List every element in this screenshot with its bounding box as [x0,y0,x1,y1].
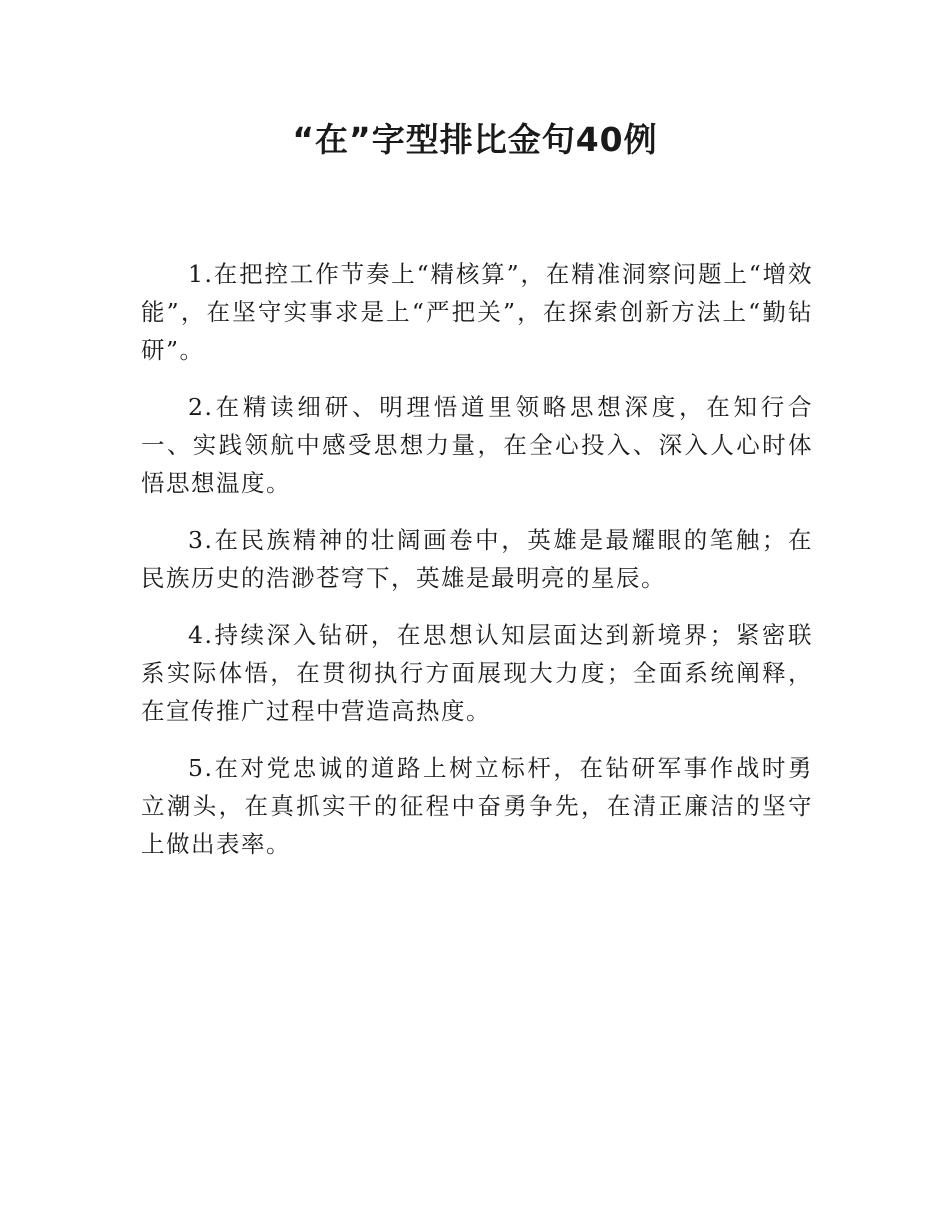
paragraph-number: 3. [188,526,214,554]
document-body [141,255,813,882]
paragraph-5 [141,749,813,863]
document-title: “在”字型排比金句40例 [292,120,658,159]
paragraph-2 [141,388,813,502]
paragraph-4 [141,616,813,730]
paragraph-number: 2. [188,393,214,421]
paragraph-text: 持续深入钻研，在思想认知层面达到新境界；紧密联系实际体悟，在贯彻执行方面展现大力度；全面系统阐释，在宣传推广过程中营造高热度。 [141,621,813,725]
paragraph-number: 4. [188,621,214,649]
paragraph-number: 1. [188,260,214,288]
paragraph-text: 在把控工作节奏上“精核算”，在精准洞察问题上“增效能”，在坚守实事求是上“严把关”，在探索创新方法上“勤钻研”。 [141,260,813,364]
paragraph-number: 5. [188,754,214,782]
paragraph-1 [141,255,813,369]
paragraph-text: 在民族精神的壮阔画卷中，英雄是最耀眼的笔触；在民族历史的浩渺苍穹下，英雄是最明亮的星辰。 [141,526,813,592]
paragraph-3 [141,521,813,597]
paragraph-text: 在对党忠诚的道路上树立标杆，在钻研军事作战时勇立潮头，在真抓实干的征程中奋勇争先，在清正廉洁的坚守上做出表率。 [141,754,813,858]
paragraph-text: 在精读细研、明理悟道里领略思想深度，在知行合一、实践领航中感受思想力量，在全心投入、深入人心时体悟思想温度。 [141,393,813,497]
